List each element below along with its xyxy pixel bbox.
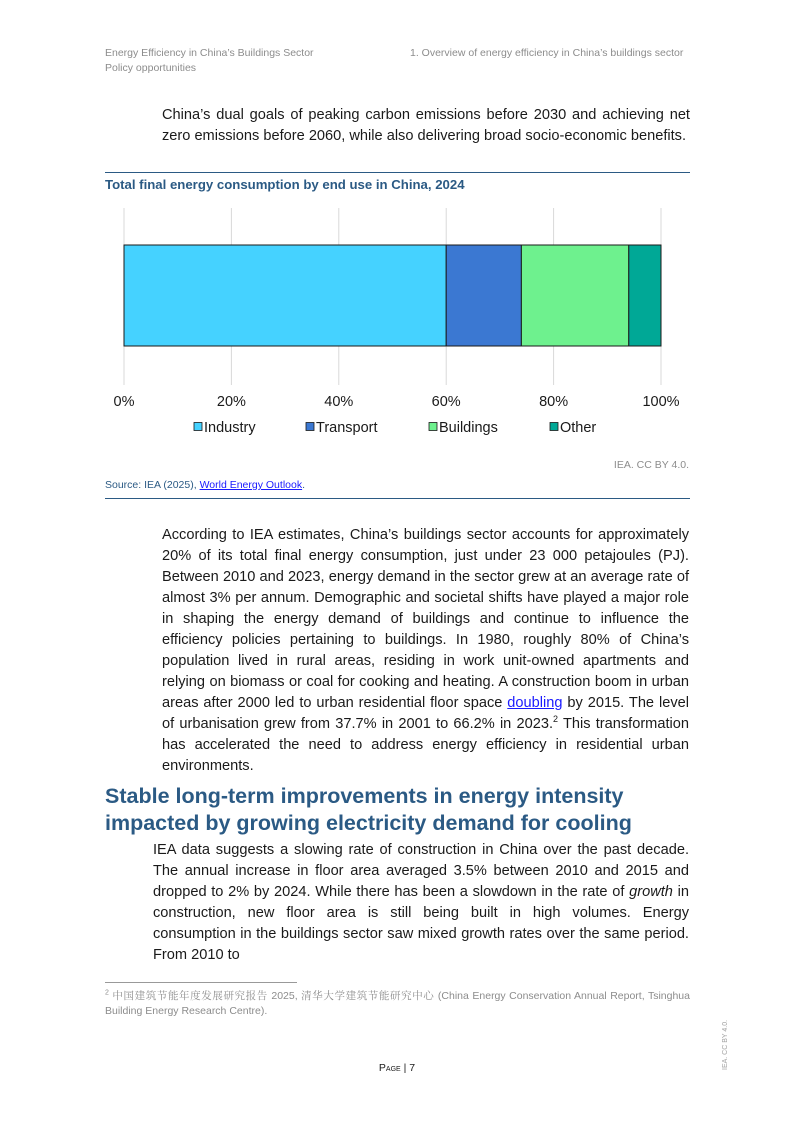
running-header-left [105,46,314,76]
figure-credit: IEA. CC BY 4.0. [613,459,689,471]
x-tick-label: 40% [324,394,354,410]
header-chapter-title: 1. Overview of energy efficiency in China’s buildings sector [410,47,684,59]
legend-label-transport: Transport [316,420,378,436]
legend-label-buildings: Buildings [439,420,498,436]
page-label: Page [378,1062,401,1074]
legend-swatch-buildings [429,423,437,431]
page-number-value: 7 [409,1062,416,1074]
paragraph-text: This transformation has accelerated the need to address energy efficiency in residential urban environments. [162,716,689,774]
page-number [0,1062,794,1074]
x-tick-label: 60% [431,394,461,410]
x-tick-label: 80% [539,394,569,410]
legend-label-other: Other [560,420,597,436]
intro-paragraph: China’s dual goals of peaking carbon emissions before 2030 and achieving net zero emissions before 2060, while also delivering broad socio-economic benefits. [162,107,690,144]
legend-swatch-other [550,423,558,431]
legend-swatch-transport [306,423,314,431]
doubling-link[interactable]: doubling [507,695,563,711]
paragraph-text: in construction, new floor area is still being built in high volumes. Energy consumption in the buildings sector saw mixed growth rates over the same period. From 2010 to [153,884,689,963]
chart-legend [194,420,596,436]
legend-swatch-industry [194,423,202,431]
header-document-title: Energy Efficiency in China’s Buildings Sector [105,47,314,59]
side-credit: IEA. CC BY 4.0. [722,1019,729,1070]
x-tick-label: 20% [216,394,246,410]
figure-top-rule [105,172,690,173]
bar-segment-buildings [521,245,628,346]
source-prefix: Source: IEA (2025), [105,479,200,491]
footnote-separator [105,982,297,983]
footnote [105,989,690,1019]
chart-x-tick-labels [114,394,680,410]
bar-segment-transport [446,245,521,346]
footnote-number: 2 [105,989,109,997]
header-document-subtitle: Policy opportunities [105,62,197,74]
body-paragraph-1 [162,525,689,777]
x-tick-label: 100% [642,394,680,410]
figure-bottom-rule [105,498,690,499]
x-tick-label: 0% [113,394,135,410]
section-heading: Stable long-term improvements in energy intensity impacted by growing electricity demand for cooling [105,784,632,835]
footnote-reference[interactable]: 2 [553,714,559,725]
legend-label-industry: Industry [204,420,256,436]
figure-source [105,479,305,491]
emphasis-growth: growth [629,884,673,900]
source-link-world-energy-outlook[interactable]: World Energy Outlook [199,479,303,491]
chart-bars [124,245,661,346]
bar-segment-industry [124,245,446,346]
body-paragraph-2 [153,840,689,966]
stacked-bar-chart [105,200,690,450]
page-separator: | [400,1062,410,1074]
figure-title: Total final energy consumption by end use in China, 2024 [105,177,465,192]
source-suffix: . [302,479,306,491]
paragraph-text: by 2015. The level of urbanisation grew from 37.7% in 2001 to 66.2% in 2023. [162,695,689,732]
paragraph-text: According to IEA estimates, China’s buildings sector accounts for approximately 20% of its total final energy consumption, just under 23 000 petajoules (PJ). Between 2010 and 2023, energy demand in the sector grew at an average rate of almost 3% per annum. Demographic and societal shifts have played a major role in shaping the energy demand of buildings and continue to influence the efficiency policies pertaining to buildings. In 1980, roughly 80% of China’s population lived in rural areas, residing in work unit-owned apartments and relying on biomass or coal for cooking and heating. A construction boom in urban areas after 2000 led to urban residential floor space [162,527,689,711]
footnote-text: 中国建筑节能年度发展研究报告 2025, 清华大学建筑节能研究中心 (China Energy Conservation Annual Report, Tsinghua Building Energy Research Centre). [105,990,690,1017]
bar-segment-other [629,245,661,346]
paragraph-text: IEA data suggests a slowing rate of construction in China over the past decade. The annual increase in floor area averaged 3.5% between 2010 and 2015 and dropped to 2% by 2024. While there has been a slowdown in the rate of [153,842,689,900]
